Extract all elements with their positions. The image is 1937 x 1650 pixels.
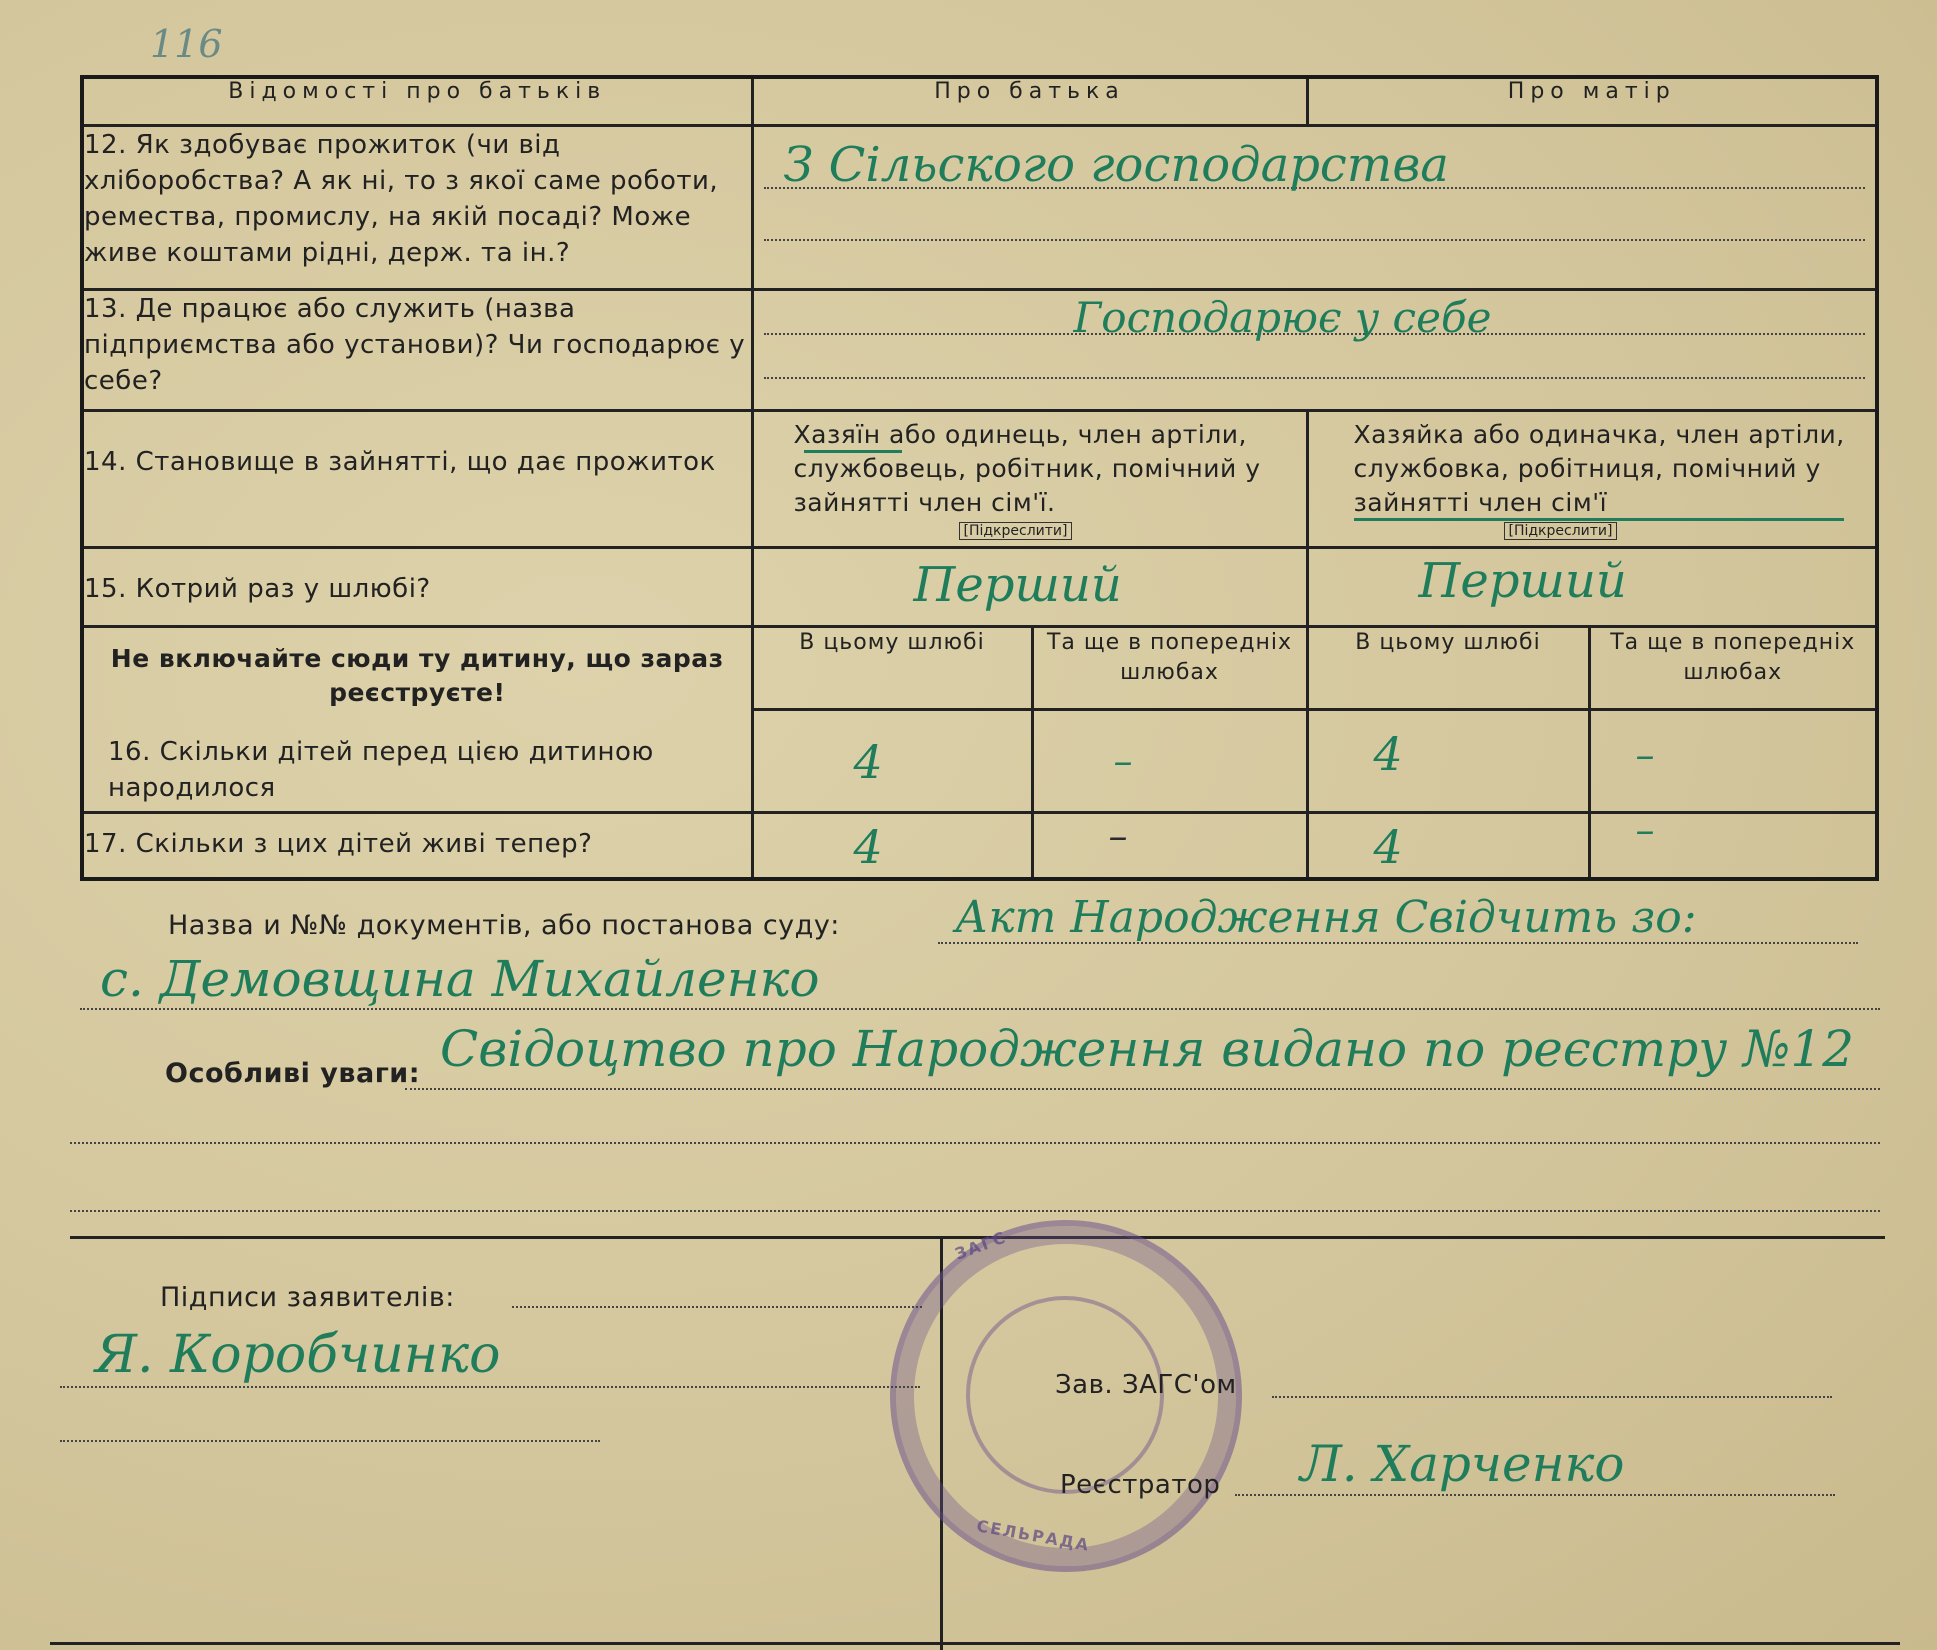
applicant-signature: Я. Коробчинко xyxy=(95,1325,501,1385)
question-14-label: 14. Становище в зайнятті, що дає прожиток xyxy=(82,410,752,547)
answer-14-mother-cell xyxy=(1307,410,1877,547)
col-father-this-marriage: В цьому шлюбі xyxy=(752,626,1032,709)
registrar-signature: Л. Харченко xyxy=(1300,1435,1625,1493)
remarks-value: Свідоцтво про Народження видано по реєстру №12 xyxy=(440,1020,1855,1078)
col-mother-this-marriage: В цьому шлюбі xyxy=(1307,626,1589,709)
answer-14-father-cell xyxy=(752,410,1307,547)
page-number: 116 xyxy=(150,22,223,66)
answer-12-cell xyxy=(752,125,1877,289)
header-father: Про батька xyxy=(752,77,1307,125)
header-parents-info: Відомості про батьків xyxy=(82,77,752,125)
q16-father-this xyxy=(752,709,1032,812)
documents-label: Назва и №№ документів, або постанова суду: xyxy=(168,910,840,941)
answer-13-cell xyxy=(752,289,1877,410)
father-note: [Підкреслити] xyxy=(959,522,1073,540)
question-12-label: 12. Як здобуває прожиток (чи від хліборобства? А як ні, то з якої саме роботи, ремества, промислу, на якій посаді? Може живе коштами рідні, держ. та ін.? xyxy=(82,125,752,289)
q17-father-prev xyxy=(1032,812,1307,879)
mother-position-options: Хазяйка або одиначка, член артіли, службовка, робітниця, помічний у зайнятті член сім'ї xyxy=(1353,419,1845,517)
question-13-label: 13. Де працює або служить (назва підприємства або установи)? Чи господарює у себе? xyxy=(82,289,752,410)
q17-mother-prev-value: – xyxy=(1635,807,1655,852)
q17-father-this xyxy=(752,812,1032,879)
q17-father-prev-value: – xyxy=(1108,813,1128,858)
remarks-label: Особливі уваги: xyxy=(165,1058,421,1089)
answer-15-mother-cell xyxy=(1307,548,1877,627)
documents-value-line1: Акт Народження Свідчить зо: xyxy=(955,892,1697,943)
q16-mother-this-value: 4 xyxy=(1373,726,1403,781)
official-stamp-icon: ЗАГС СЕЛЬРАДА xyxy=(890,1220,1242,1572)
q16-mother-this xyxy=(1307,709,1589,812)
q16-father-prev-value: – xyxy=(1113,738,1133,783)
q17-mother-prev xyxy=(1589,807,1877,879)
col-mother-prev-marriages: Та ще в попередніх шлюбах xyxy=(1589,626,1877,709)
header-mother: Про матір xyxy=(1307,77,1877,125)
children-warning: Не включайте сюди ту дитину, що зараз реєструєте! xyxy=(110,643,724,707)
children-block-label xyxy=(82,626,752,812)
mother-note: [Підкреслити] xyxy=(1504,522,1618,540)
q17-mother-this xyxy=(1307,812,1589,879)
q17-mother-this-value: 4 xyxy=(1373,819,1403,874)
mother-underline xyxy=(1354,518,1844,521)
head-of-registry-label: Зав. ЗАГС'ом xyxy=(1055,1370,1237,1400)
answer-15-mother: Перший xyxy=(1418,553,1627,610)
q16-mother-prev xyxy=(1589,709,1877,812)
q16-mother-prev-value: – xyxy=(1635,732,1655,777)
answer-15-father: Перший xyxy=(913,557,1122,614)
q16-father-prev xyxy=(1032,709,1307,812)
col-father-prev-marriages: Та ще в попередніх шлюбах xyxy=(1032,626,1307,709)
bottom-edge-line xyxy=(50,1642,1900,1645)
question-16-label: 16. Скільки дітей перед цією дитиною народилося xyxy=(108,736,654,803)
documents-value-line2: с. Демовщина Михайленко xyxy=(100,950,820,1008)
father-position-options: Хазяїн або одинець, член артіли, службовець, робітник, помічний у зайнятті член сім'ї. xyxy=(793,419,1261,517)
question-15-label: 15. Котрий раз у шлюбі? xyxy=(82,548,752,627)
answer-13: Господарює у себе xyxy=(1073,292,1492,342)
q16-father-this-value: 4 xyxy=(853,734,883,789)
parents-info-table xyxy=(80,75,1879,881)
q17-father-this-value: 4 xyxy=(853,819,883,874)
father-underline xyxy=(804,450,902,453)
question-17-label: 17. Скільки з цих дітей живі тепер? xyxy=(82,812,752,879)
applicants-label: Підписи заявителів: xyxy=(160,1282,455,1313)
registrar-label: Реєстратор xyxy=(1060,1470,1221,1500)
answer-15-father-cell xyxy=(752,548,1307,627)
answer-12: З Сільского господарства xyxy=(783,136,1449,193)
